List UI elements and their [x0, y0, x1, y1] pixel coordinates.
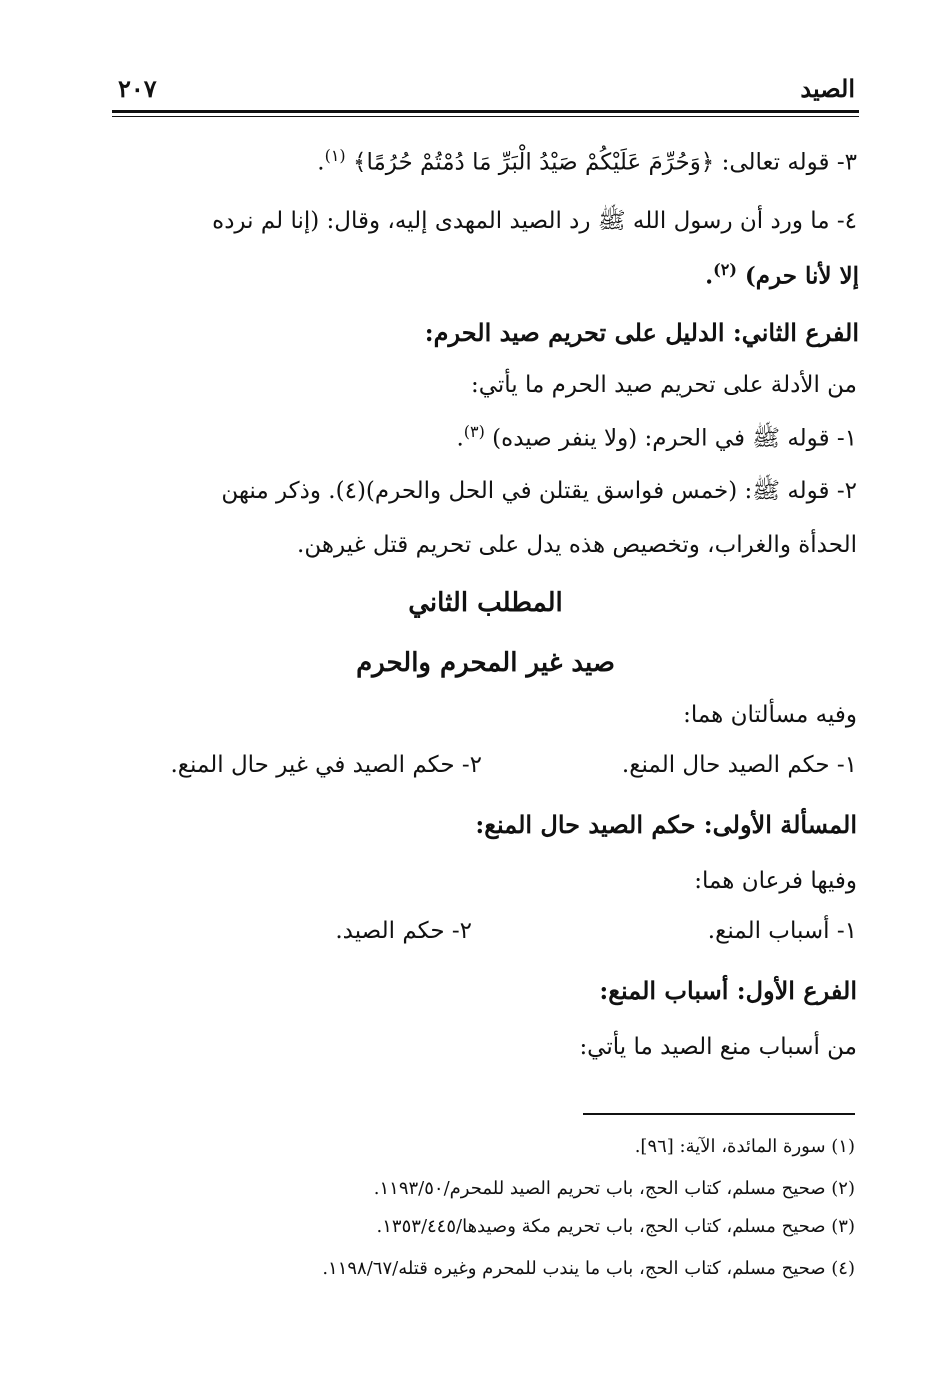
paragraph-item-4-line-2-text: إلا لأنا حرم) [744, 262, 859, 290]
footnote-3: (٣) صحيح مسلم، كتاب الحج، باب تحريم مكة وصيدها/١٣٥٣/٤٤٥. [376, 1216, 855, 1237]
branch-2-item-1-text: ١- قوله ﷺ في الحرم: (ولا ينفر صيده) [492, 425, 857, 452]
branch-2-intro: من الأدلة على تحريم صيد الحرم ما يأتي: [470, 372, 857, 398]
chapter-title: الصيد [800, 74, 855, 103]
fara-item-1: ١- أسباب المنع. [707, 918, 857, 944]
branch-1-intro: من أسباب منع الصيد ما يأتي: [579, 1034, 857, 1060]
branch-2-item-2-line-2: الحدأة والغراب، وتخصيص هذه يدل على تحريم قتل غيرهن. [297, 532, 857, 558]
footnote-2: (٢) صحيح مسلم، كتاب الحج، باب تحريم الصيد للمحرم/١١٩٣/٥٠. [373, 1178, 855, 1199]
paragraph-item-3-text: ٣- قوله تعالى: ﴿وَحُرِّمَ عَلَيْكُمْ صَيْدُ الْبَرِّ مَا دُمْتُمْ حُرُمًا﴾ [352, 149, 857, 176]
masail-intro: وفيه مسألتان هما: [683, 702, 857, 728]
section-heading-branch-2: الفرع الثاني: الدليل على تحريم صيد الحرم: [424, 318, 859, 347]
branch-2-item-1: ١- قوله ﷺ في الحرم: (ولا ينفر صيده) $^{(٣)}$. [456, 422, 857, 452]
paragraph-item-4-line-2: إلا لأنا حرم) $^{(٢)}$. [705, 260, 859, 290]
footnote-ref-2: (٢) [713, 260, 737, 279]
footnote-4: (٤) صحيح مسلم، كتاب الحج، باب ما يندب للمحرم وغيره قتله/١١٩٨/٦٧. [322, 1258, 855, 1279]
paragraph-item-4-line-1: ٤- ما ورد أن رسول الله ﷺ رد الصيد المهدى إليه، وقال: (إنا لم نرده [212, 208, 857, 234]
footnote-ref-1: (١) [324, 146, 346, 165]
section-title-matlab: المطلب الثاني [408, 588, 563, 618]
fara-item-2: ٢- حكم الصيد. [335, 918, 472, 944]
running-header [112, 70, 859, 106]
header-rule-thin [112, 116, 859, 117]
footnote-ref-3: (٣) [463, 422, 485, 441]
section-heading-branch-1: الفرع الأول: أسباب المنع: [599, 976, 857, 1005]
header-rule-thick [112, 110, 859, 113]
branch-2-item-2-line-1: ٢- قوله ﷺ: (خمس فواسق يقتلن في الحل والحرم)(٤). وذكر منهن [221, 478, 857, 504]
masala-item-1: ١- حكم الصيد حال المنع. [621, 752, 857, 778]
fara-intro: وفيها فرعان هما: [694, 868, 857, 894]
footnote-1: (١) سورة المائدة، الآية: [٩٦]. [634, 1136, 855, 1157]
page-number: ٢٠٧ [118, 74, 157, 103]
footnote-separator [583, 1113, 855, 1115]
masala-item-2: ٢- حكم الصيد في غير حال المنع. [170, 752, 482, 778]
section-subtitle-matlab: صيد غير المحرم والحرم [356, 648, 615, 678]
section-heading-masala-1: المسألة الأولى: حكم الصيد حال المنع: [475, 810, 857, 839]
paragraph-item-3: ٣- قوله تعالى: ﴿وَحُرِّمَ عَلَيْكُمْ صَيْدُ الْبَرِّ مَا دُمْتُمْ حُرُمًا﴾ $^{(١)}$. [317, 146, 857, 176]
